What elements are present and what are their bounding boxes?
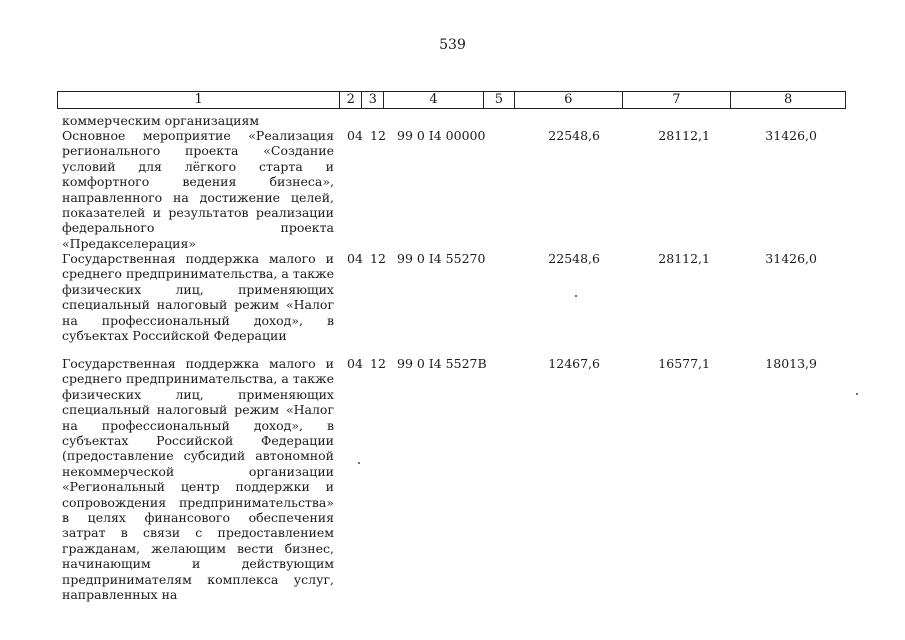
- row-subsection: 12: [370, 251, 386, 266]
- row-subsection: 12: [370, 128, 386, 143]
- row-section: 04: [347, 128, 363, 143]
- row-value-year-1: 22548,6: [548, 251, 600, 266]
- row-value-year-1: 12467,6: [548, 356, 600, 371]
- row-description: Государственная поддержка малого и среднего предпринимательства, а также физических лиц, применяющих специальный налоговый режим «Налог на профессиональный доход», в субъектах Российской Федерации: [62, 251, 334, 344]
- row-section: 04: [347, 251, 363, 266]
- row-target-code: 99 0 I4 00000: [397, 128, 486, 143]
- header-col-6: 6: [515, 92, 623, 108]
- row-value-year-2: 28112,1: [658, 251, 710, 266]
- row-value-year-2: 28112,1: [658, 128, 710, 143]
- table-row-continuation: [0, 113, 905, 129]
- row-description: Основное мероприятие «Реализация регионального проекта «Создание условий для лёгкого старта и комфортного ведения бизнеса», направленного на достижение целей, показателей и результатов реализации федерального проекта «Предакселерация»: [62, 128, 334, 251]
- table-header: [57, 91, 846, 109]
- row-value-year-3: 18013,9: [765, 356, 817, 371]
- continuation-text: коммерческим организациям: [62, 113, 260, 128]
- header-col-1: 1: [58, 92, 340, 108]
- scan-speck: [856, 393, 858, 395]
- header-col-2: 2: [340, 92, 362, 108]
- row-target-code: 99 0 I4 55270: [397, 251, 486, 266]
- row-target-code: 99 0 I4 5527B: [397, 356, 487, 371]
- row-value-year-3: 31426,0: [765, 251, 817, 266]
- page-number: 539: [439, 37, 466, 53]
- header-col-4: 4: [384, 92, 484, 108]
- header-col-8: 8: [784, 92, 793, 107]
- table-row: [0, 128, 905, 251]
- header-col-7: 7: [623, 92, 732, 108]
- scan-speck: [575, 295, 577, 297]
- row-value-year-2: 16577,1: [658, 356, 710, 371]
- row-value-year-1: 22548,6: [548, 128, 600, 143]
- header-col-5: 5: [484, 92, 515, 108]
- row-description: Государственная поддержка малого и среднего предпринимательства, а также физических лиц, применяющих специальный налоговый режим «Налог на профессиональный доход», в субъектах Российской Федерации (предоставление субсидий автономной некоммерческой организации «Региональный центр поддержки и сопровождения предпринимательства» в целях финансового обеспечения затрат в связи с предоставлением гражданам, желающим вести бизнес, начинающим и действующим предпринимателям комплекса услуг, направленных на: [62, 356, 334, 603]
- table-row: [0, 356, 905, 606]
- row-value-year-3: 31426,0: [765, 128, 817, 143]
- row-subsection: 12: [370, 356, 386, 371]
- scan-speck: [358, 462, 360, 464]
- header-col-3: 3: [362, 92, 384, 108]
- table-row: [0, 251, 905, 346]
- row-section: 04: [347, 356, 363, 371]
